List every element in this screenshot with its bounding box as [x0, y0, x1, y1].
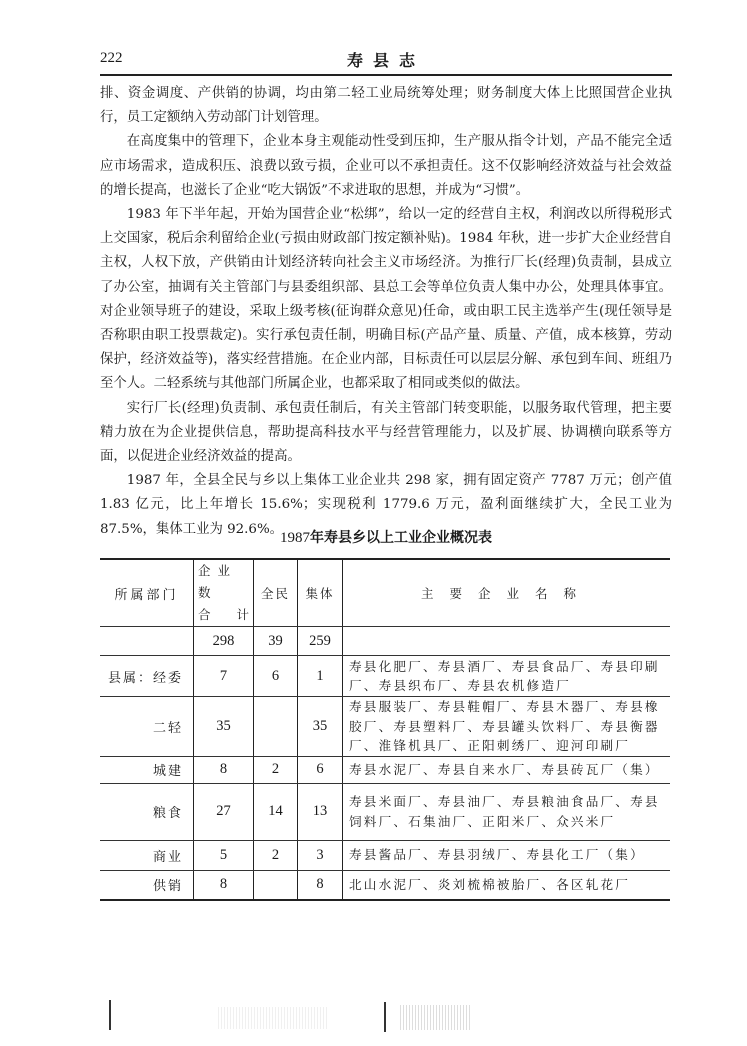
cell-dept: 城建 — [100, 756, 194, 783]
paragraph: 在高度集中的管理下，企业本身主观能动性受到压抑，生产服从指令计划，产品不能完全适应市场需求，造成积压、浪费以致亏损，企业可以不承担责任。这不仅影响经济效益与社会效益的增长提高，也滋长了企业“吃大锅饭”不求进取的思想，并成为“习惯”。 — [100, 134, 672, 198]
cell-collective: 6 — [298, 756, 343, 783]
table-row — [100, 870, 670, 900]
cell-state: 39 — [254, 627, 298, 656]
page-header — [100, 46, 672, 72]
cell-dept: 商业 — [100, 840, 194, 870]
cell-names: 北山水泥厂、炎刘梳棉被胎厂、各区轧花厂 — [343, 870, 671, 900]
header-dept: 所属部门 — [100, 559, 194, 627]
table-row — [100, 840, 670, 870]
cell-state: 2 — [254, 840, 298, 870]
table-title-text: 年寿县乡以上工业企业概况表 — [310, 530, 492, 546]
header-total-line2: 合计 — [198, 607, 249, 622]
cell-collective: 8 — [298, 870, 343, 900]
cell-dept: 粮食 — [100, 783, 194, 840]
table-row — [100, 656, 670, 697]
cell-collective: 1 — [298, 656, 343, 697]
header-state: 全民 — [254, 559, 298, 627]
paragraph: 1987 年，全县全民与乡以上集体工业企业共 298 家，拥有固定资产 7787 万元；创产值 1.83 亿元，比上年增长 15.6%；实现税利 1779.6 万元，盈利面继续扩大，全民工业为 87.5%，集体工业为 92.6%。 — [100, 473, 672, 537]
cell-state: 2 — [254, 756, 298, 783]
header-total-line1: 企业数 — [198, 563, 238, 600]
cell-dept: 县属：经委 — [100, 656, 194, 697]
cell-collective: 259 — [298, 627, 343, 656]
cell-state: 6 — [254, 656, 298, 697]
scan-mark — [384, 1002, 386, 1032]
cell-collective: 13 — [298, 783, 343, 840]
header-total — [194, 559, 254, 627]
cell-names: 寿县米面厂、寿县油厂、寿县粮油食品厂、寿县饲料厂、石集油厂、正阳米厂、众兴米厂 — [343, 783, 671, 840]
header-rule — [100, 74, 672, 76]
enterprise-table — [100, 558, 670, 901]
cell-names: 寿县酱品厂、寿县羽绒厂、寿县化工厂（集） — [343, 840, 671, 870]
paragraph: 1983 年下半年起，开始为国营企业“松绑”，给以一定的经营自主权，利润改以所得税形式上交国家，税后余利留给企业(亏损由财政部门按定额补贴)。1984 年秋，进一步扩大企业经营自主权，人权下放，产供销由计划经济转向社会主义市场经济。为推行厂长(经理)负责制，县成立了办公室，抽调有关主管部门与县委组织部、县总工会等单位负责人集中办公，处理具体事宜。对企业领导班子的建设，采取上级考核(征询群众意见)任命，或由职工民主选举产生(现任领导是否称职由职工投票裁定)。实行承包责任制，明确目标(产品产量、质量、产值，成本核算，劳动保护，经济效益等)，落实经营措施。在企业内部，目标责任可以层层分解、承包到车间、班组乃至个人。二轻系统与其他部门所属企业，也都采取了相同或类似的做法。 — [100, 207, 672, 392]
cell-state — [254, 870, 298, 900]
running-title: 寿县志 — [346, 51, 425, 70]
table-title-year: 1987 — [280, 530, 310, 546]
cell-state — [254, 697, 298, 757]
cell-total: 35 — [194, 697, 254, 757]
header-collective: 集体 — [298, 559, 343, 627]
cell-total: 8 — [194, 756, 254, 783]
cell-total: 7 — [194, 656, 254, 697]
paragraph: 实行厂长(经理)负责制、承包责任制后，有关主管部门转变职能，以服务取代管理，把主要精力放在为企业提供信息，帮助提高科技水平与经营管理能力，以及扩展、协调横向联系等方面，以促进企业经济效益的提高。 — [100, 400, 672, 465]
table-row — [100, 756, 670, 783]
body-text — [100, 82, 672, 542]
cell-names: 寿县水泥厂、寿县自来水厂、寿县砖瓦厂（集） — [343, 756, 671, 783]
cell-total: 298 — [194, 627, 254, 656]
table-title — [100, 527, 672, 547]
scan-noise — [218, 1007, 328, 1029]
cell-names: 寿县服装厂、寿县鞋帽厂、寿县木器厂、寿县橡胶厂、寿县塑料厂、寿县罐头饮料厂、寿县衡器厂、淮锋机具厂、正阳刺绣厂、迎河印刷厂 — [343, 697, 671, 757]
cell-names — [343, 627, 671, 656]
cell-dept — [100, 627, 194, 656]
table-header-row — [100, 559, 670, 627]
cell-dept: 二轻 — [100, 697, 194, 757]
cell-names: 寿县化肥厂、寿县酒厂、寿县食品厂、寿县印刷厂、寿县织布厂、寿县农机修造厂 — [343, 656, 671, 697]
cell-total: 5 — [194, 840, 254, 870]
paragraph: 排、资金调度、产供销的协调，均由第二轻工业局统筹处理；财务制度大体上比照国营企业执行，员工定额纳入劳动部门计划管理。 — [100, 86, 672, 126]
scan-noise — [400, 1005, 470, 1030]
cell-total: 27 — [194, 783, 254, 840]
table-row — [100, 697, 670, 757]
table-row — [100, 783, 670, 840]
scan-mark — [109, 1000, 111, 1030]
cell-state: 14 — [254, 783, 298, 840]
cell-collective: 35 — [298, 697, 343, 757]
table-row-total — [100, 627, 670, 656]
cell-dept: 供销 — [100, 870, 194, 900]
page-number: 222 — [100, 50, 123, 66]
cell-collective: 3 — [298, 840, 343, 870]
cell-total: 8 — [194, 870, 254, 900]
header-names: 主要企业名称 — [343, 559, 671, 627]
